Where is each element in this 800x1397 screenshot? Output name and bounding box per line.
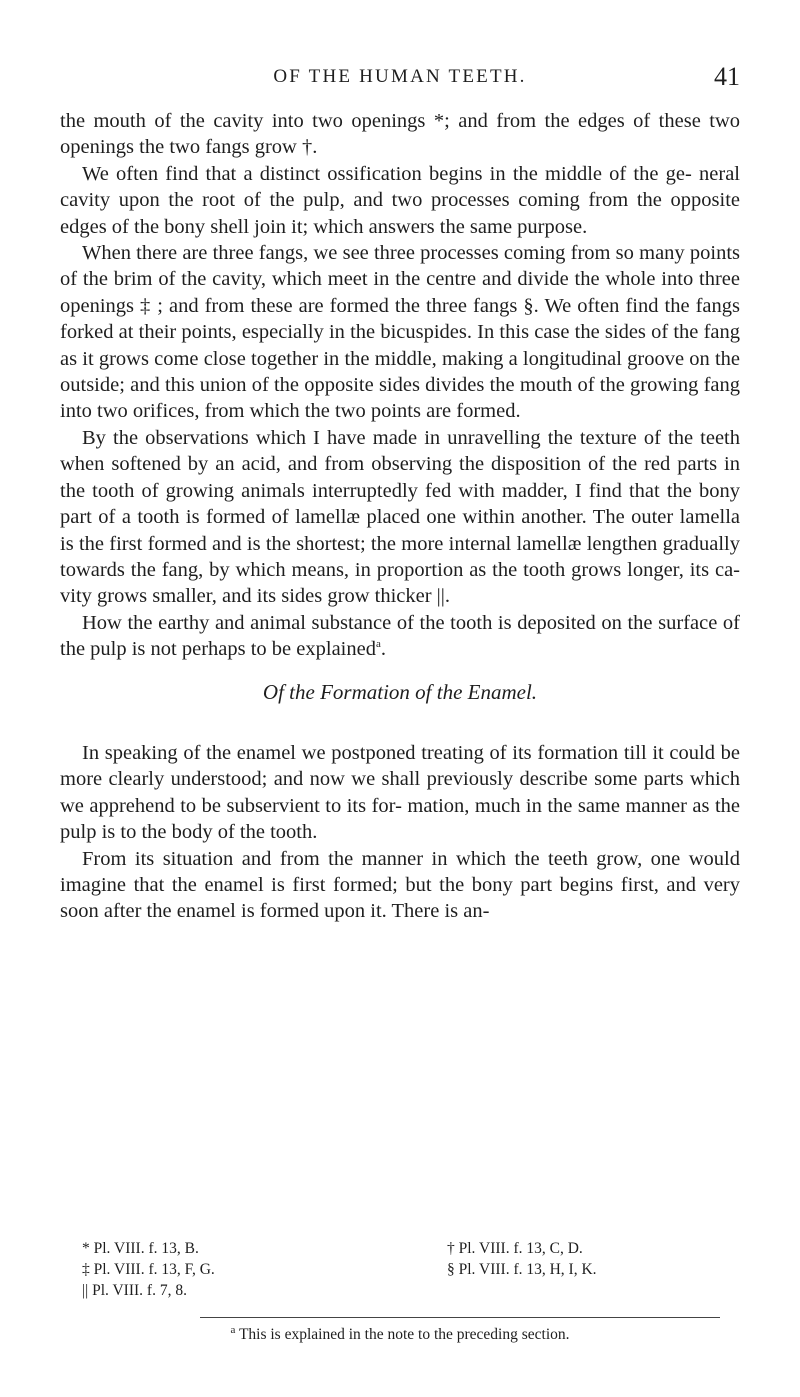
footnote-rule bbox=[200, 1317, 720, 1318]
footnote-row bbox=[82, 1238, 722, 1259]
paragraph: In speaking of the enamel we postponed treating of its formation till it could be more clearly understood; and now we shall previously describe some parts which we apprehend to be subservient to its for- mation, much in the same manner as the pulp is to the body of the tooth. bbox=[60, 742, 740, 844]
paragraph: From its situation and from the manner in which the teeth grow, one would imagine that the enamel is first formed; but the bony part begins first, and very soon after the enamel is formed upon it. There is an- bbox=[60, 847, 740, 923]
running-head bbox=[60, 64, 740, 94]
paragraph-end: . bbox=[380, 638, 386, 661]
footnote: § Pl. VIII. f. 13, H, I, K. bbox=[447, 1261, 597, 1278]
paragraph bbox=[60, 610, 740, 663]
footnote: * Pl. VIII. f. 13, B. bbox=[82, 1240, 199, 1257]
paragraph-continuation: the mouth of the cavity into two openings *; and from the edges of these two openings the two fangs grow †. bbox=[60, 110, 740, 159]
page-number: 41 bbox=[714, 62, 740, 91]
footnotes bbox=[82, 1238, 722, 1301]
paragraph-text: How the earthy and animal substance of the tooth is deposited on the surface of the pulp is not perhaps to be explained bbox=[60, 611, 740, 661]
paragraph: We often find that a distinct ossification begins in the middle of the ge- neral cavity upon the root of the pulp, and two processes coming from the opposite edges of the bony shell join it; which answers the same purpose. bbox=[60, 162, 740, 238]
footnote-row bbox=[82, 1259, 722, 1280]
section-body-text bbox=[60, 740, 740, 925]
paragraph: When there are three fangs, we see three processes coming from so many points of the brim of the cavity, which meet in the centre and divide the whole into three openings ‡ ; and from these are formed the three fangs §. We often find the fangs forked at their points, especially in the bicuspides. In this case the sides of the fang as it grows come close together in the middle, making a longitudinal groove on the outside; and this union of the opposite sides divides the mouth of the growing fang into two orifices, from which the two points are formed. bbox=[60, 242, 740, 423]
endnote bbox=[60, 1323, 740, 1344]
footnote-row bbox=[82, 1280, 722, 1301]
footnote: † Pl. VIII. f. 13, C, D. bbox=[447, 1240, 583, 1257]
footnote: ‡ Pl. VIII. f. 13, F, G. bbox=[82, 1261, 215, 1278]
body-text bbox=[60, 108, 740, 663]
running-title: OF THE HUMAN TEETH. bbox=[273, 66, 527, 87]
paragraph: By the observations which I have made in unravelling the texture of the teeth when softened by an acid, and from observing the disposition of the red parts in the tooth of growing animals interruptedly fed with madder, I find that the bony part of a tooth is formed of lamellæ placed one within another. The outer lamella is the first formed and is the shortest; the more internal lamellæ lengthen gradually towards the fang, by which means, in proportion as the tooth grows longer, its ca- vity grows smaller, and its sides grow thicker ||. bbox=[60, 426, 740, 608]
footnote-marker: a bbox=[375, 638, 381, 651]
section-heading: Of the Formation of the Enamel. bbox=[262, 680, 538, 704]
endnote-text: This is explained in the note to the preceding section. bbox=[235, 1326, 570, 1343]
footnote: || Pl. VIII. f. 7, 8. bbox=[82, 1282, 187, 1299]
endnote-marker: a bbox=[230, 1323, 236, 1336]
